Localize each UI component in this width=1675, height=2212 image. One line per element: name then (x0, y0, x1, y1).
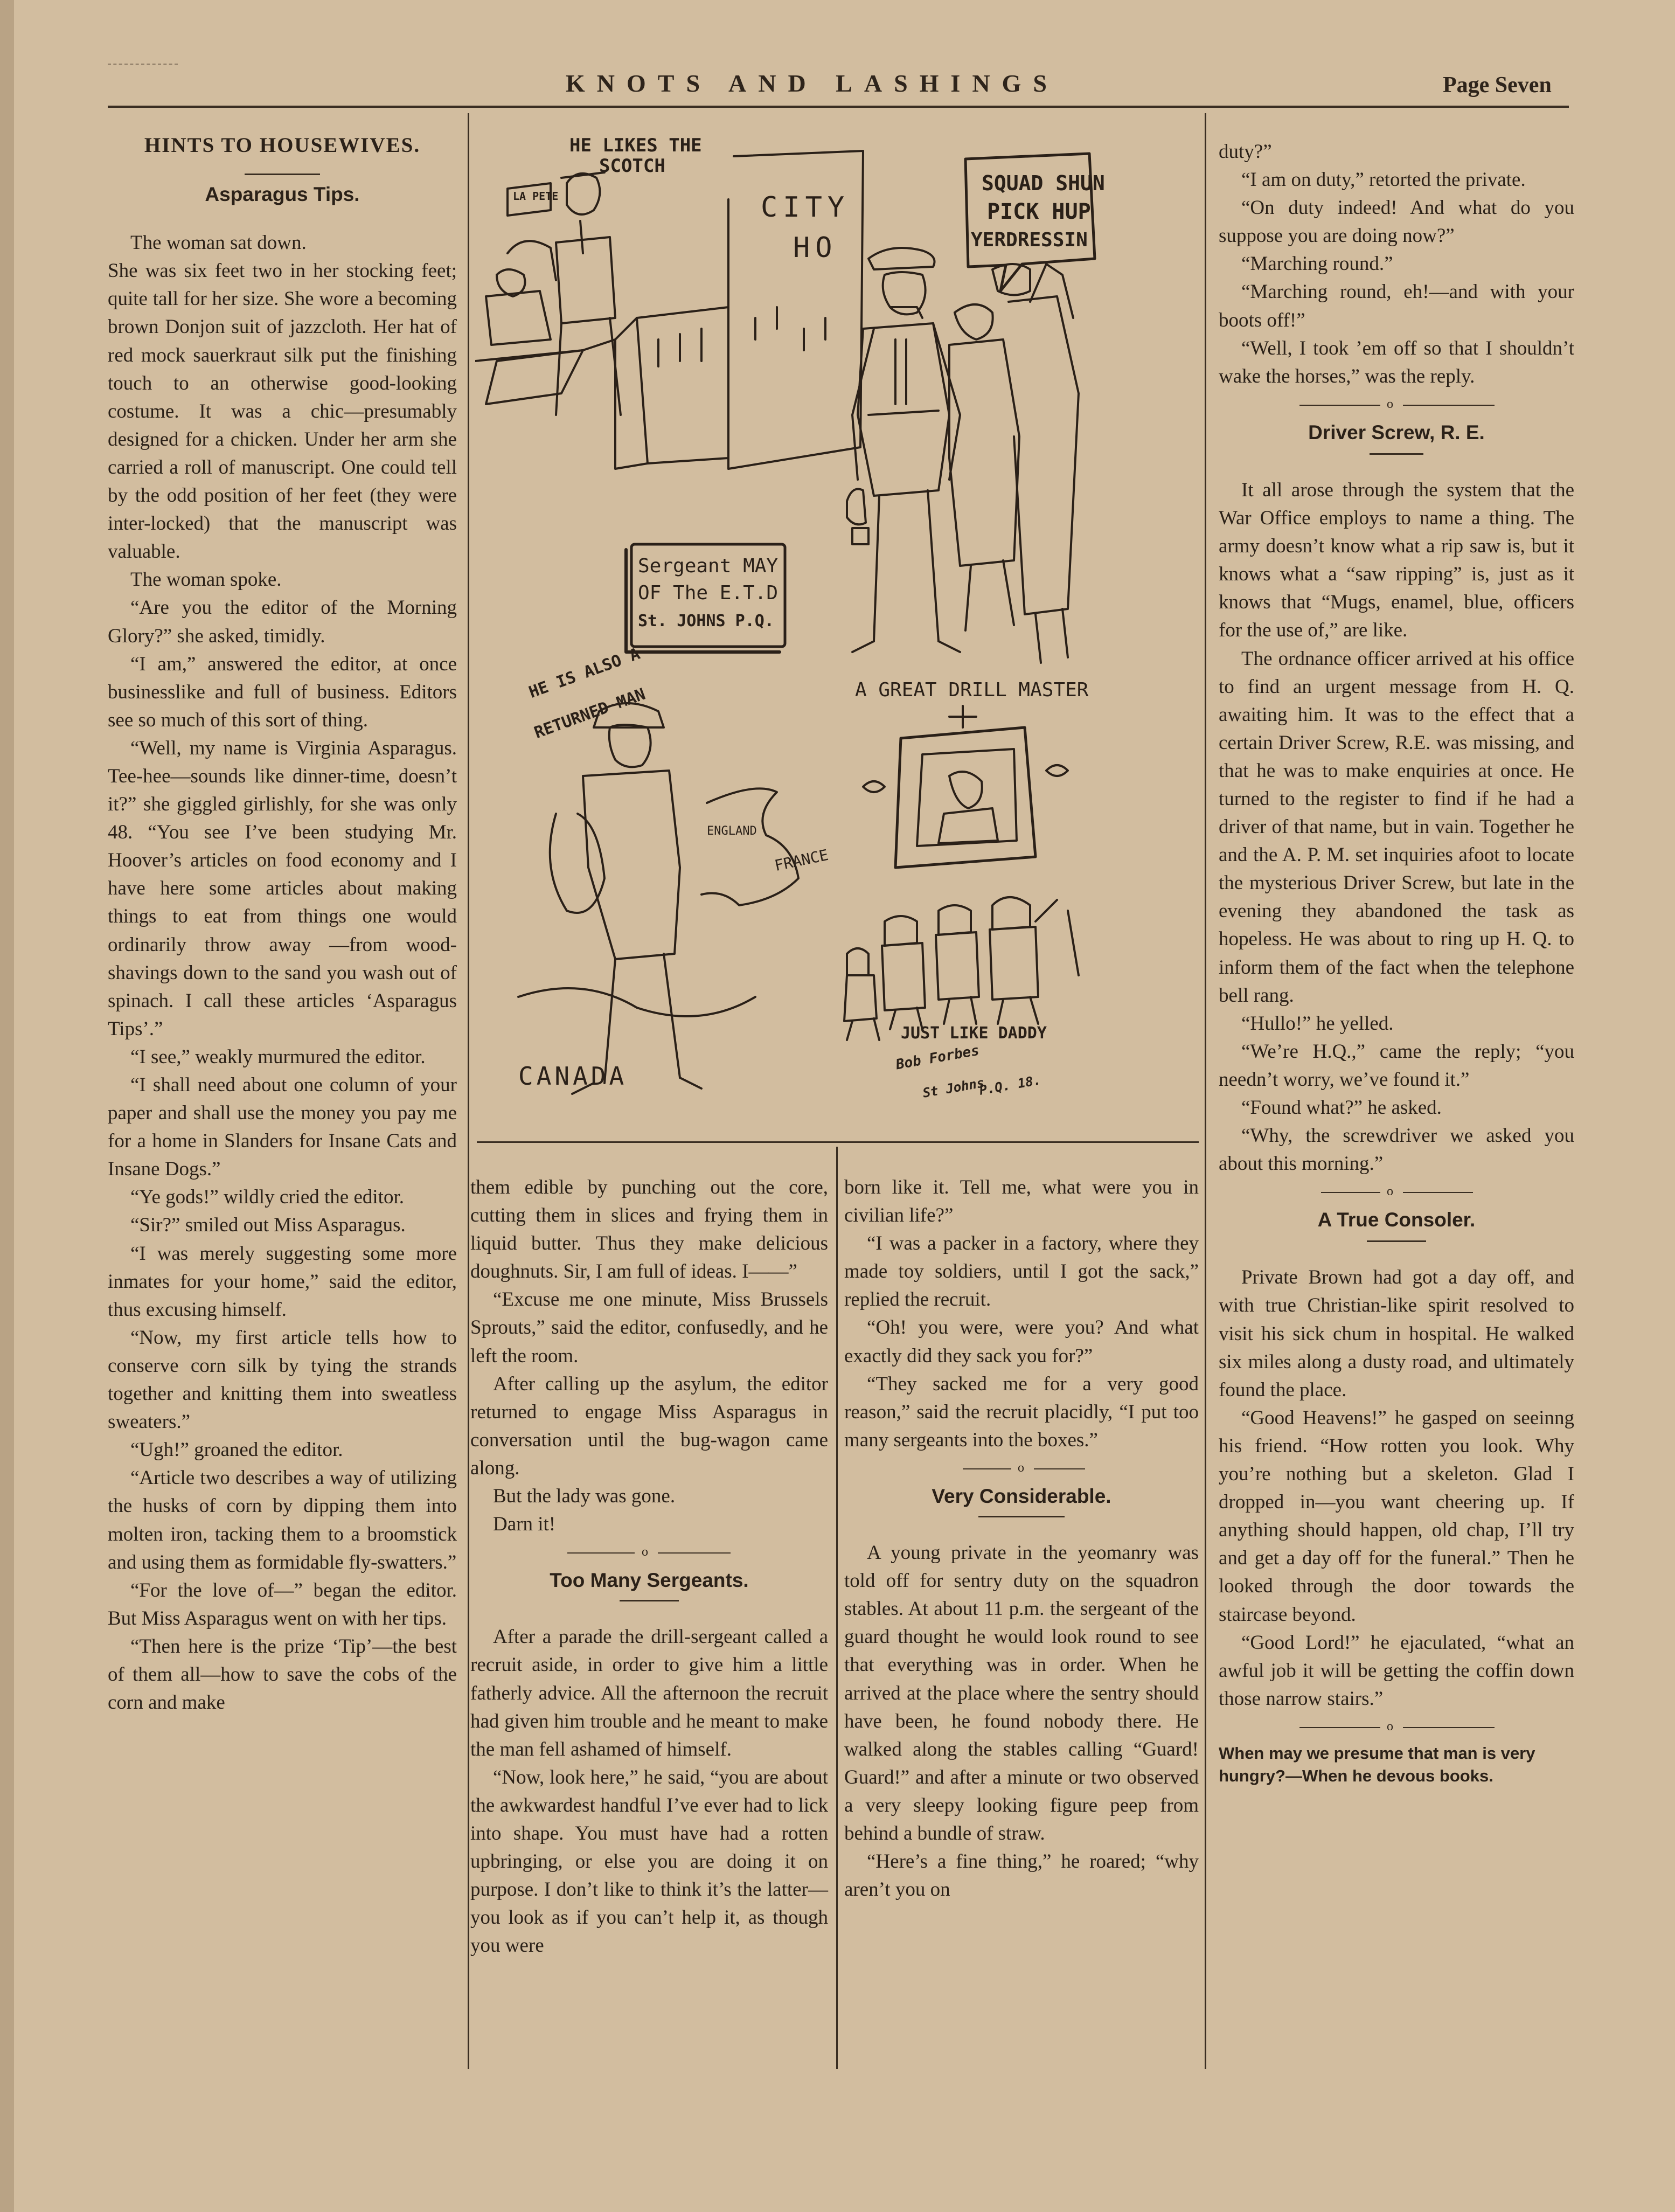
paragraph: “Excuse me one minute, Miss Brussels Sprouts,” said the editor, confusedly, and he left the room. (470, 1288, 828, 1367)
paragraph: Darn it! (493, 1513, 556, 1536)
article-heading: Driver Screw, R. E. (1308, 421, 1485, 443)
column-considerable (844, 1174, 1199, 1904)
paragraph: “Well, my name is Virginia Asparagus. Tee-hee—sounds like dinner-time, doesn’t it?” she giggled girlishly, for she was only 48. “You see I’ve been studying Mr. Hoover’s articles on food economy and I have here some articles about making things to eat from things one would ordinarily throw away —from wood-shavings down to the sand you wash out of spinach. I call these articles ‘Asparagus Tips’.” (108, 737, 457, 1040)
paragraph: The woman sat down. (130, 232, 307, 254)
framed-portrait (863, 706, 1068, 868)
caption-city-hall: HO (793, 232, 838, 264)
divider-ornament: o (642, 1545, 648, 1559)
paragraph: “Found what?” he asked. (1241, 1097, 1442, 1119)
sergeant-figure (847, 248, 960, 652)
paragraph: born like it. Tell me, what were you in civilian life?” (844, 1176, 1199, 1227)
section-divider (470, 1544, 828, 1562)
caption-likes-scotch: SCOTCH (599, 155, 665, 177)
artist-signature: Bob Forbes (894, 1042, 981, 1073)
caption-sign: LA PETE (513, 190, 559, 203)
paragraph: “Why, the screwdriver we asked you about this morning.” (1219, 1125, 1574, 1175)
paragraph: “Good Heavens!” he gasped on seeinng his friend. “How rotten you look. Why you’re nothing but a skeleton. Glad I dropped in—you want cheering up. If anything should happen, old chap, I’ll try and get a day off for the funeral.” Then he looked through the door towards the staircase beyond. (1219, 1406, 1574, 1626)
paragraph: After calling up the asylum, the editor returned to engage Miss Asparagus in conversation until the bug-wagon came along. (470, 1372, 828, 1479)
article-heading: Very Considerable. (932, 1485, 1111, 1507)
paragraph: “They sacked me for a very good reason,” said the recruit placidly, “I put too many sergeants into the boxes.” (844, 1372, 1199, 1451)
paragraph: She was six feet two in her stocking feet; quite tall for her size. She wore a becoming brown Donjon suit of jazzcloth. Her hat of red mock sauerkraut silk put the finishing touch to an otherwise good-looking costume. It was a chic—presumably designed for a chicken. Under her arm she carried a roll of manuscript. One could tell by the odd position of her feet (they were inter-locked) that the manuscript was valuable. (108, 260, 457, 563)
short-rule (620, 1600, 679, 1601)
badge-line: OF The E.T.D (638, 582, 779, 604)
section-divider (1219, 1183, 1574, 1202)
paragraph: “Here’s a fine thing,” he roared; “why aren’t you on (844, 1850, 1199, 1901)
speech-bubble-line: PICK HUP (987, 199, 1091, 224)
map-label-england: ENGLAND (707, 824, 757, 838)
paragraph: “Oh! you were, were you? And what exactly did they sack you for?” (844, 1316, 1199, 1367)
column-rule (468, 113, 469, 2069)
caption-returned-man: RETURNED MAN (532, 684, 648, 743)
column-sergeants (470, 1174, 828, 1960)
paragraph: After a parade the drill-sergeant called a recruit aside, in order to give him a little fatherly advice. All the afternoon the recruit had given him trouble and he meant to make the man fell ashamed of himself. (470, 1626, 828, 1760)
section-divider (1219, 396, 1574, 414)
scotch-drinker-figure (486, 172, 621, 415)
recruits-figures (949, 264, 1079, 663)
paragraph: “I see,” weakly murmured the editor. (130, 1045, 426, 1068)
badge-line: St. JOHNS P.Q. (638, 612, 774, 630)
short-rule (978, 1516, 1065, 1517)
filler-joke: When may we presume that man is very hungry?—When he devous books. (1219, 1743, 1535, 1785)
badge-line: Sergeant MAY (638, 555, 779, 577)
caption-city-hall: CITY (761, 191, 850, 224)
cartoon-bottom-rule (477, 1141, 1199, 1143)
paragraph: “I was merely suggesting some more inmates for your home,” said the editor, thus excusing himself. (108, 1242, 457, 1321)
children-parade (844, 897, 1079, 1040)
speech-bubble-line: SQUAD SHUN (982, 171, 1105, 195)
column-rule (1205, 113, 1206, 2069)
paragraph: But the lady was gone. (493, 1485, 676, 1508)
column-rule (836, 1147, 838, 2069)
paragraph: duty?” (1219, 141, 1272, 163)
cartoon-drawing (475, 113, 1192, 1126)
paragraph: “Well, I took ’em off so that I shouldn’t wake the horses,” was the reply. (1219, 337, 1574, 387)
paragraph: “Marching round, eh!—and with your boots off!” (1219, 281, 1574, 331)
article-heading: Too Many Sergeants. (550, 1569, 749, 1592)
short-rule (1370, 453, 1423, 455)
column-hints (108, 131, 457, 1717)
paragraph: The woman spoke. (130, 568, 282, 591)
column-driver-screw (1219, 138, 1574, 1787)
paragraph: “I was a packer in a factory, where they made toy soldiers, until I got the sack,” replied the recruit. (844, 1232, 1199, 1311)
paragraph: them edible by punching out the core, cutting them in slices and frying them in liquid butter. Thus they make delicious doughnuts. Sir, I am full of ideas. I——” (470, 1176, 828, 1283)
paragraph: “Good Lord!” he ejaculated, “what an awful job it will be getting the coffin down those narrow stairs.” (1219, 1631, 1574, 1710)
divider-ornament: o (1387, 1719, 1393, 1733)
paragraph: “For the love of—” began the editor. But Miss Asparagus went on with her tips. (108, 1579, 457, 1629)
article-heading: HINTS TO HOUSEWIVES. (144, 134, 421, 157)
artist-signature: P.Q. 18. (978, 1072, 1042, 1098)
caption-returned-man: HE IS ALSO A (526, 644, 643, 702)
header-dashes (108, 64, 178, 67)
paragraph: “Article two describes a way of utilizing the husks of corn by dipping them into molten iron, tacking them to a broomstick and using them as formidable fly-swatters.” (108, 1467, 457, 1573)
article-subheading: Asparagus Tips. (205, 183, 360, 206)
section-divider (1219, 1718, 1574, 1737)
article-heading: A True Consoler. (1317, 1209, 1476, 1231)
artist-signature: St Johns (921, 1075, 986, 1101)
returned-man-figure (518, 703, 798, 1094)
short-rule (1367, 1240, 1426, 1242)
paragraph: The ordnance officer arrived at his office to find an urgent message from H. Q. awaiting him. It was to the effect that a certain Driver Screw, R.E. was missing, and that he was to make enquiries at once. He turned to the register to find if he had a driver of that name, but in vain. Together he and the A. P. M. set inquiries afoot to locate the mysterious Driver Screw, but late in the evening they abandoned the task as hopeless. He was about to ring up H. Q. to inform them of the fact when the telephone bell rang. (1219, 647, 1574, 1007)
paragraph: “Are you the editor of the Morning Glory?” she asked, timidly. (108, 597, 457, 647)
paragraph: “I shall need about one column of your paper and shall use the money you pay me for a home in Slanders for Insane Cats and Insane Dogs.” (108, 1074, 457, 1181)
page-number: Page Seven (1443, 73, 1552, 98)
paragraph: “I am,” answered the editor, at once businesslike and full of business. Editors see so much of this sort of thing. (108, 653, 457, 731)
paragraph: “Then here is the prize ‘Tip’—the best of them all—how to save the cobs of the corn and make (108, 1635, 457, 1714)
paragraph: “I am on duty,” retorted the private. (1241, 169, 1526, 191)
divider-ornament: o (1387, 397, 1393, 411)
paragraph: A young private in the yeomanry was told off for sentry duty on the squadron stables. At about 11 p.m. the sergeant of the guard thought he would look round to see that everything was in order. When he arrived at the place where the sentry should have been, he found nobody there. He walked along the stables calling “Guard! Guard!” and after a minute or two observed a very sleepy looking figure peep from behind a bundle of straw. (844, 1542, 1199, 1845)
caption-just-like-daddy: JUST LIKE DADDY (901, 1024, 1047, 1043)
masthead-title: KNOTS AND LASHINGS (566, 70, 1059, 97)
caption-drill-master: A GREAT DRILL MASTER (855, 679, 1089, 701)
paragraph: “Marching round.” (1241, 253, 1393, 275)
page-edge-shadow (0, 0, 14, 2212)
paragraph: “Now, my first article tells how to conserve corn silk by tying the strands together and knitting them into sweatless sweaters.” (108, 1326, 457, 1433)
map-label-canada: CANADA (518, 1062, 628, 1091)
paragraph: “We’re H.Q.,” came the reply; “you needn’t worry, we’ve found it.” (1219, 1040, 1574, 1091)
caption-likes-scotch: HE LIKES THE (569, 135, 702, 156)
paragraph: “On duty indeed! And what do you suppose you are doing now?” (1219, 197, 1574, 247)
paragraph: It all arose through the system that the War Office employs to name a thing. The army doesn’t know what a rip saw is, but it knows what a “saw ripping” is, just as it knows that “Mugs, enamel, blue, officers for the use of,” are like. (1219, 479, 1574, 642)
divider-ornament: o (1018, 1460, 1024, 1475)
section-divider (844, 1460, 1199, 1478)
speech-bubble-line: YERDRESSIN (971, 229, 1088, 251)
map-label-france: FRANCE (773, 845, 830, 875)
paragraph: “Now, look here,” he said, “you are about the awkwardest handful I’ve ever had to lick into shape. You must have had a rotten upbringing, or else you are doing it on purpose. I don’t like to think it’s the latter—you look as if you can’t help it, as though you were (470, 1766, 828, 1957)
cartoon-illustration (475, 113, 1192, 1126)
paragraph: “Hullo!” he yelled. (1241, 1012, 1394, 1035)
paragraph: “Ugh!” groaned the editor. (130, 1439, 343, 1461)
divider-ornament: o (1387, 1184, 1393, 1199)
paragraph: Private Brown had got a day off, and with true Christian-like spirit resolved to visit his sick chum in hospital. He walked six miles along a dusty road, and ultimately found the place. (1219, 1266, 1574, 1401)
short-rule (245, 174, 320, 175)
masthead-rule (108, 106, 1569, 108)
paragraph: “Ye gods!” wildly cried the editor. (130, 1186, 404, 1209)
paragraph: “Sir?” smiled out Miss Asparagus. (130, 1214, 406, 1237)
